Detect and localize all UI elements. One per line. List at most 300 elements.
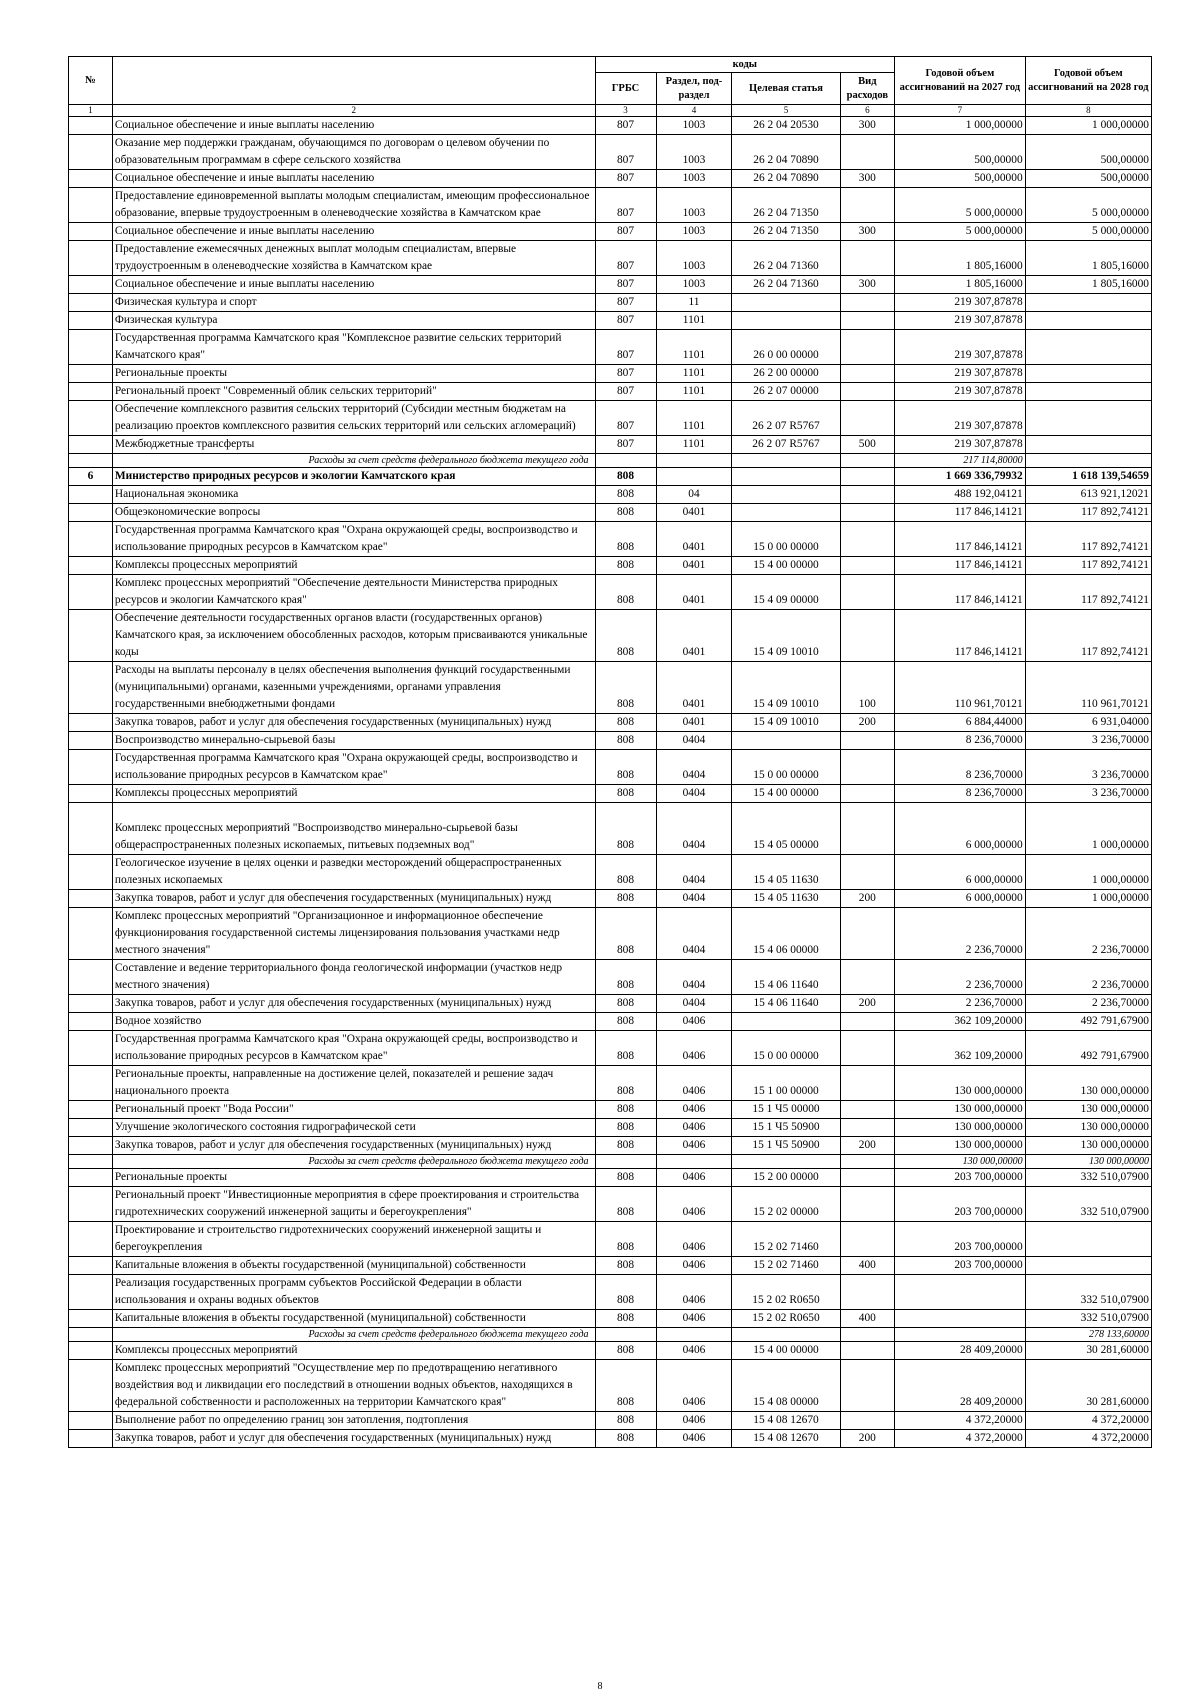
row-kind <box>840 803 895 855</box>
row-number <box>69 1342 113 1360</box>
row-value-2027: 219 307,87878 <box>895 401 1026 436</box>
row-section: 0404 <box>656 732 732 750</box>
row-kind <box>840 504 895 522</box>
row-target: 15 2 02 71460 <box>732 1257 840 1275</box>
row-grbs: 807 <box>595 330 656 365</box>
row-value-2027: 6 000,00000 <box>895 855 1026 890</box>
row-section: 0406 <box>656 1013 732 1031</box>
table-row <box>69 714 1152 732</box>
table-row <box>69 1222 1152 1257</box>
row-value-2028: 30 281,60000 <box>1025 1360 1151 1412</box>
row-name: Физическая культура и спорт <box>112 294 595 312</box>
row-grbs: 808 <box>595 610 656 662</box>
row-value-2027: 217 114,80000 <box>895 454 1026 468</box>
row-kind <box>840 1328 895 1342</box>
row-kind <box>840 365 895 383</box>
row-kind <box>840 750 895 785</box>
row-value-2027: 110 961,70121 <box>895 662 1026 714</box>
row-number <box>69 330 113 365</box>
colnum-7: 7 <box>895 105 1026 117</box>
row-target <box>732 1328 840 1342</box>
row-section: 0406 <box>656 1360 732 1412</box>
row-value-2027: 130 000,00000 <box>895 1137 1026 1155</box>
row-name: Социальное обеспечение и иные выплаты населению <box>112 170 595 188</box>
row-value-2027: 117 846,14121 <box>895 557 1026 575</box>
row-value-2027: 488 192,04121 <box>895 486 1026 504</box>
row-value-2028: 130 000,00000 <box>1025 1101 1151 1119</box>
row-value-2028: 500,00000 <box>1025 135 1151 170</box>
row-number <box>69 1169 113 1187</box>
row-number <box>69 610 113 662</box>
row-grbs: 807 <box>595 135 656 170</box>
table-row <box>69 1066 1152 1101</box>
table-row <box>69 1342 1152 1360</box>
row-kind <box>840 294 895 312</box>
table-row <box>69 855 1152 890</box>
row-value-2028: 2 236,70000 <box>1025 960 1151 995</box>
row-name: Национальная экономика <box>112 486 595 504</box>
row-section: 11 <box>656 294 732 312</box>
row-value-2027: 203 700,00000 <box>895 1257 1026 1275</box>
row-name: Комплексы процессных мероприятий <box>112 785 595 803</box>
table-row <box>69 575 1152 610</box>
column-number-row <box>69 105 1152 117</box>
row-section: 0401 <box>656 575 732 610</box>
row-grbs: 808 <box>595 1119 656 1137</box>
row-name: Социальное обеспечение и иные выплаты населению <box>112 117 595 135</box>
row-grbs: 808 <box>595 1013 656 1031</box>
row-value-2028 <box>1025 1222 1151 1257</box>
row-section: 04 <box>656 486 732 504</box>
row-target: 15 4 09 10010 <box>732 714 840 732</box>
row-target: 15 2 02 00000 <box>732 1187 840 1222</box>
row-section: 1101 <box>656 383 732 401</box>
colnum-5: 5 <box>732 105 840 117</box>
header-num: № <box>69 57 113 105</box>
row-kind: 400 <box>840 1310 895 1328</box>
row-target: 15 4 09 10010 <box>732 662 840 714</box>
table-row <box>69 294 1152 312</box>
row-section: 1003 <box>656 241 732 276</box>
row-kind <box>840 1169 895 1187</box>
row-value-2027: 117 846,14121 <box>895 522 1026 557</box>
row-number <box>69 1222 113 1257</box>
row-value-2027: 500,00000 <box>895 170 1026 188</box>
row-target: 26 2 07 00000 <box>732 383 840 401</box>
row-number <box>69 276 113 294</box>
table-row <box>69 1257 1152 1275</box>
table-row <box>69 1119 1152 1137</box>
row-section: 1003 <box>656 188 732 223</box>
table-row <box>69 436 1152 454</box>
row-value-2028: 1 805,16000 <box>1025 276 1151 294</box>
row-target <box>732 486 840 504</box>
row-number <box>69 241 113 276</box>
row-section: 0404 <box>656 855 732 890</box>
table-row <box>69 276 1152 294</box>
table-row <box>69 662 1152 714</box>
row-grbs: 807 <box>595 188 656 223</box>
table-row <box>69 785 1152 803</box>
row-grbs: 808 <box>595 1310 656 1328</box>
row-number <box>69 1360 113 1412</box>
row-value-2027: 8 236,70000 <box>895 732 1026 750</box>
table-row <box>69 170 1152 188</box>
row-grbs <box>595 454 656 468</box>
table-row <box>69 117 1152 135</box>
table-row <box>69 732 1152 750</box>
row-value-2027: 219 307,87878 <box>895 383 1026 401</box>
row-kind <box>840 1013 895 1031</box>
row-target: 26 2 04 71350 <box>732 188 840 223</box>
row-name: Комплексы процессных мероприятий <box>112 557 595 575</box>
row-value-2028 <box>1025 1257 1151 1275</box>
row-kind <box>840 1119 895 1137</box>
row-value-2027: 4 372,20000 <box>895 1430 1026 1448</box>
row-kind <box>840 188 895 223</box>
row-value-2027: 500,00000 <box>895 135 1026 170</box>
row-name: Закупка товаров, работ и услуг для обеспечения государственных (муниципальных) нужд <box>112 995 595 1013</box>
row-name: Региональный проект "Вода России" <box>112 1101 595 1119</box>
table-row <box>69 1275 1152 1310</box>
table-row <box>69 312 1152 330</box>
row-number <box>69 1155 113 1169</box>
row-name: Реализация государственных программ субъектов Российской Федерации в области использования и охраны водных объектов <box>112 1275 595 1310</box>
row-name: Воспроизводство минерально-сырьевой базы <box>112 732 595 750</box>
row-section: 0406 <box>656 1257 732 1275</box>
row-target: 26 2 00 00000 <box>732 365 840 383</box>
row-number <box>69 170 113 188</box>
row-name: Геологическое изучение в целях оценки и разведки месторождений общераспространенных полезных ископаемых <box>112 855 595 890</box>
row-kind: 200 <box>840 714 895 732</box>
row-name: Закупка товаров, работ и услуг для обеспечения государственных (муниципальных) нужд <box>112 1430 595 1448</box>
table-row <box>69 908 1152 960</box>
row-value-2028: 492 791,67900 <box>1025 1031 1151 1066</box>
table-row <box>69 468 1152 486</box>
row-kind <box>840 1066 895 1101</box>
row-section: 0404 <box>656 890 732 908</box>
row-value-2028: 2 236,70000 <box>1025 908 1151 960</box>
table-row <box>69 890 1152 908</box>
row-number <box>69 557 113 575</box>
row-kind <box>840 1412 895 1430</box>
row-grbs <box>595 1155 656 1169</box>
row-value-2028: 6 931,04000 <box>1025 714 1151 732</box>
row-value-2028 <box>1025 454 1151 468</box>
row-target: 15 4 00 00000 <box>732 785 840 803</box>
row-kind <box>840 241 895 276</box>
row-value-2028: 117 892,74121 <box>1025 522 1151 557</box>
row-target: 15 0 00 00000 <box>732 522 840 557</box>
row-value-2027: 5 000,00000 <box>895 188 1026 223</box>
row-target: 15 0 00 00000 <box>732 1031 840 1066</box>
row-target <box>732 454 840 468</box>
row-value-2028 <box>1025 383 1151 401</box>
row-number <box>69 135 113 170</box>
row-target <box>732 1013 840 1031</box>
row-section: 0406 <box>656 1412 732 1430</box>
header-target: Целевая статья <box>732 73 840 105</box>
row-number <box>69 1257 113 1275</box>
row-section <box>656 454 732 468</box>
row-name: Закупка товаров, работ и услуг для обеспечения государственных (муниципальных) нужд <box>112 890 595 908</box>
row-kind <box>840 557 895 575</box>
row-target: 15 1 Ч5 50900 <box>732 1119 840 1137</box>
row-grbs: 808 <box>595 1257 656 1275</box>
row-number <box>69 1013 113 1031</box>
row-grbs: 808 <box>595 714 656 732</box>
row-number <box>69 1412 113 1430</box>
row-kind <box>840 1031 895 1066</box>
row-name: Предоставление ежемесячных денежных выплат молодым специалистам, впервые трудоустроенным в оленеводческие хозяйства в Камчатском крае <box>112 241 595 276</box>
row-kind: 200 <box>840 995 895 1013</box>
row-kind <box>840 610 895 662</box>
row-grbs: 808 <box>595 468 656 486</box>
row-number <box>69 486 113 504</box>
row-target: 15 4 09 00000 <box>732 575 840 610</box>
row-number <box>69 1310 113 1328</box>
colnum-2: 2 <box>112 105 595 117</box>
row-number <box>69 1031 113 1066</box>
row-value-2028: 1 000,00000 <box>1025 803 1151 855</box>
row-grbs: 808 <box>595 1101 656 1119</box>
row-grbs: 808 <box>595 1066 656 1101</box>
row-kind <box>840 1342 895 1360</box>
row-kind <box>840 312 895 330</box>
row-kind <box>840 855 895 890</box>
row-value-2028: 130 000,00000 <box>1025 1119 1151 1137</box>
federal-budget-row <box>69 1328 1152 1342</box>
row-section: 1003 <box>656 117 732 135</box>
table-row <box>69 1031 1152 1066</box>
row-number <box>69 1275 113 1310</box>
row-value-2028 <box>1025 401 1151 436</box>
row-target: 15 4 05 11630 <box>732 855 840 890</box>
federal-budget-row <box>69 1155 1152 1169</box>
table-row <box>69 995 1152 1013</box>
row-kind <box>840 960 895 995</box>
row-value-2028: 1 805,16000 <box>1025 241 1151 276</box>
row-kind: 300 <box>840 117 895 135</box>
row-value-2027: 1 669 336,79932 <box>895 468 1026 486</box>
row-value-2027: 362 109,20000 <box>895 1031 1026 1066</box>
row-number <box>69 1119 113 1137</box>
row-name: Государственная программа Камчатского края "Охрана окружающей среды, воспроизводство и использование природных ресурсов в Камчатском крае" <box>112 750 595 785</box>
row-value-2027: 203 700,00000 <box>895 1187 1026 1222</box>
row-section: 0406 <box>656 1222 732 1257</box>
row-grbs: 807 <box>595 170 656 188</box>
row-target: 26 2 07 R5767 <box>732 436 840 454</box>
row-grbs: 808 <box>595 750 656 785</box>
row-value-2028: 3 236,70000 <box>1025 732 1151 750</box>
row-section: 0404 <box>656 803 732 855</box>
row-value-2027: 117 846,14121 <box>895 575 1026 610</box>
row-number <box>69 436 113 454</box>
row-kind <box>840 486 895 504</box>
row-section: 0401 <box>656 557 732 575</box>
row-number <box>69 1328 113 1342</box>
row-value-2028: 332 510,07900 <box>1025 1310 1151 1328</box>
row-section: 1101 <box>656 330 732 365</box>
row-value-2027: 8 236,70000 <box>895 785 1026 803</box>
row-section: 0404 <box>656 750 732 785</box>
row-name: Региональный проект "Инвестиционные мероприятия в сфере проектирования и строительства гидротехнических сооружений инженерной защиты и берегоукрепления" <box>112 1187 595 1222</box>
row-target <box>732 504 840 522</box>
row-grbs: 807 <box>595 365 656 383</box>
row-value-2027: 219 307,87878 <box>895 436 1026 454</box>
row-kind <box>840 1360 895 1412</box>
row-grbs: 808 <box>595 995 656 1013</box>
row-target: 15 2 02 R0650 <box>732 1310 840 1328</box>
row-value-2027 <box>895 1275 1026 1310</box>
row-section: 1003 <box>656 223 732 241</box>
row-target: 15 4 06 11640 <box>732 995 840 1013</box>
row-value-2027: 1 000,00000 <box>895 117 1026 135</box>
row-value-2027: 130 000,00000 <box>895 1101 1026 1119</box>
row-name: Закупка товаров, работ и услуг для обеспечения государственных (муниципальных) нужд <box>112 714 595 732</box>
row-kind <box>840 401 895 436</box>
row-number <box>69 750 113 785</box>
row-name: Выполнение работ по определению границ зон затопления, подтопления <box>112 1412 595 1430</box>
table-row <box>69 365 1152 383</box>
row-section: 0406 <box>656 1275 732 1310</box>
row-value-2028 <box>1025 330 1151 365</box>
row-section: 0401 <box>656 504 732 522</box>
row-kind <box>840 1101 895 1119</box>
row-name: Государственная программа Камчатского края "Охрана окружающей среды, воспроизводство и использование природных ресурсов в Камчатском крае" <box>112 522 595 557</box>
row-section: 0401 <box>656 714 732 732</box>
row-section: 1003 <box>656 135 732 170</box>
row-value-2028: 3 236,70000 <box>1025 785 1151 803</box>
row-section: 1003 <box>656 276 732 294</box>
row-value-2027: 8 236,70000 <box>895 750 1026 785</box>
row-name: Комплекс процессных мероприятий "Организационное и информационное обеспечение функционирования государственной системы лицензирования пользования участками недр местного значения" <box>112 908 595 960</box>
row-grbs: 808 <box>595 1430 656 1448</box>
row-name: Региональные проекты <box>112 1169 595 1187</box>
row-section: 0404 <box>656 995 732 1013</box>
row-section: 0406 <box>656 1342 732 1360</box>
row-number <box>69 855 113 890</box>
row-grbs: 808 <box>595 1342 656 1360</box>
header-2027: Годовой объем ассигнований на 2027 год <box>895 57 1026 105</box>
row-section: 0401 <box>656 610 732 662</box>
colnum-6: 6 <box>840 105 895 117</box>
row-target: 15 4 06 11640 <box>732 960 840 995</box>
row-target: 15 1 Ч5 00000 <box>732 1101 840 1119</box>
row-grbs: 808 <box>595 1412 656 1430</box>
table-header <box>69 57 1152 117</box>
table-row <box>69 241 1152 276</box>
row-kind <box>840 908 895 960</box>
row-section: 0404 <box>656 785 732 803</box>
row-grbs: 807 <box>595 276 656 294</box>
table-row <box>69 383 1152 401</box>
table-row <box>69 1101 1152 1119</box>
row-value-2028: 1 000,00000 <box>1025 890 1151 908</box>
row-section: 1101 <box>656 365 732 383</box>
row-kind <box>840 1187 895 1222</box>
row-grbs: 808 <box>595 504 656 522</box>
row-name: Капитальные вложения в объекты государственной (муниципальной) собственности <box>112 1310 595 1328</box>
header-codes: коды <box>595 57 895 73</box>
row-value-2027: 2 236,70000 <box>895 995 1026 1013</box>
row-number <box>69 504 113 522</box>
table-row <box>69 401 1152 436</box>
row-grbs: 807 <box>595 294 656 312</box>
row-name: Государственная программа Камчатского края "Комплексное развитие сельских территорий Камчатского края" <box>112 330 595 365</box>
row-kind <box>840 330 895 365</box>
colnum-3: 3 <box>595 105 656 117</box>
table-row <box>69 557 1152 575</box>
row-value-2028: 5 000,00000 <box>1025 188 1151 223</box>
row-grbs: 808 <box>595 1222 656 1257</box>
row-name: Комплекс процессных мероприятий "Осуществление мер по предотвращению негативного воздействия вод и ликвидации его последствий в отношении водных объектов, находящихся в федеральной собственности и расположенных на территории Камчатского края" <box>112 1360 595 1412</box>
row-name: Обеспечение деятельности государственных органов власти (государственных органов) Камчатского края, за исключением обособленных расходов, которым присваиваются уникальные коды <box>112 610 595 662</box>
row-value-2028: 130 000,00000 <box>1025 1137 1151 1155</box>
row-grbs: 808 <box>595 557 656 575</box>
row-target <box>732 732 840 750</box>
row-target: 15 4 08 12670 <box>732 1412 840 1430</box>
row-number <box>69 908 113 960</box>
row-section: 0406 <box>656 1137 732 1155</box>
row-grbs: 807 <box>595 312 656 330</box>
row-section: 1101 <box>656 401 732 436</box>
row-name: Предоставление единовременной выплаты молодым специалистам, имеющим профессиональное образование, впервые трудоустроенным в оленеводческие хозяйства в Камчатском крае <box>112 188 595 223</box>
row-name: Региональный проект "Современный облик сельских территорий" <box>112 383 595 401</box>
row-section <box>656 468 732 486</box>
row-kind <box>840 1275 895 1310</box>
row-grbs: 808 <box>595 486 656 504</box>
table-row <box>69 522 1152 557</box>
row-number <box>69 312 113 330</box>
row-grbs: 807 <box>595 223 656 241</box>
row-name: Комплекс процессных мероприятий "Обеспечение деятельности Министерства природных ресурсов и экологии Камчатского края" <box>112 575 595 610</box>
header-2028: Годовой объем ассигнований на 2028 год <box>1025 57 1151 105</box>
row-kind <box>840 522 895 557</box>
row-section: 0406 <box>656 1187 732 1222</box>
row-kind <box>840 785 895 803</box>
row-value-2027: 130 000,00000 <box>895 1155 1026 1169</box>
colnum-1: 1 <box>69 105 113 117</box>
row-target: 15 4 05 00000 <box>732 803 840 855</box>
row-value-2028: 4 372,20000 <box>1025 1430 1151 1448</box>
row-grbs: 808 <box>595 803 656 855</box>
row-target: 26 2 07 R5767 <box>732 401 840 436</box>
colnum-8: 8 <box>1025 105 1151 117</box>
table-row <box>69 1310 1152 1328</box>
row-value-2027: 130 000,00000 <box>895 1066 1026 1101</box>
row-number <box>69 383 113 401</box>
budget-table <box>68 56 1152 1448</box>
row-value-2028: 332 510,07900 <box>1025 1275 1151 1310</box>
header-kind: Вид расходов <box>840 73 895 105</box>
row-kind: 500 <box>840 436 895 454</box>
row-name: Расходы за счет средств федерального бюджета текущего года <box>112 454 595 468</box>
row-value-2027: 203 700,00000 <box>895 1222 1026 1257</box>
row-value-2027: 117 846,14121 <box>895 504 1026 522</box>
row-value-2028: 110 961,70121 <box>1025 662 1151 714</box>
row-value-2028: 613 921,12021 <box>1025 486 1151 504</box>
row-grbs: 808 <box>595 960 656 995</box>
row-grbs: 808 <box>595 662 656 714</box>
row-section: 0406 <box>656 1430 732 1448</box>
row-value-2028: 332 510,07900 <box>1025 1187 1151 1222</box>
row-section: 0404 <box>656 960 732 995</box>
row-grbs: 808 <box>595 890 656 908</box>
row-name: Комплексы процессных мероприятий <box>112 1342 595 1360</box>
row-value-2027: 4 372,20000 <box>895 1412 1026 1430</box>
row-section: 1003 <box>656 170 732 188</box>
